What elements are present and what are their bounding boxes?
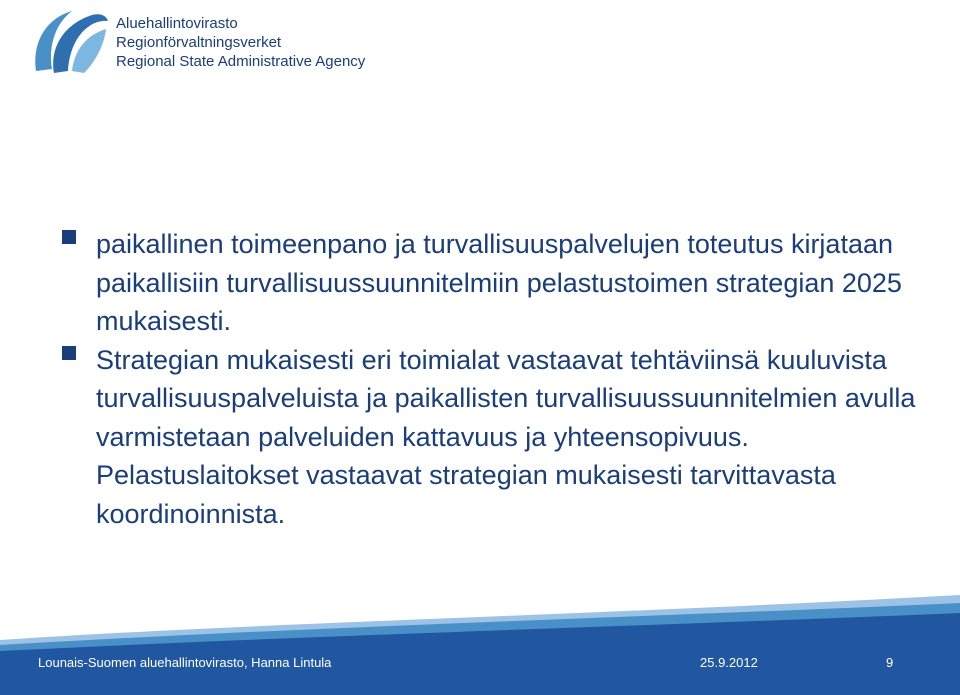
avi-logo-icon xyxy=(30,5,110,77)
page-number: 9 xyxy=(886,655,894,670)
footer-date: 25.9.2012 xyxy=(700,655,758,670)
agency-name xyxy=(116,14,365,71)
bullet-item xyxy=(62,341,942,534)
agency-name-fi: Aluehallintovirasto xyxy=(116,15,238,32)
slide-body xyxy=(62,225,942,533)
square-bullet-icon xyxy=(62,346,76,360)
footer-author: Lounais-Suomen aluehallintovirasto, Hanna Lintula xyxy=(38,655,332,670)
footer-wave xyxy=(0,595,960,695)
agency-name-sv: Regionförvaltningsverket xyxy=(116,34,282,51)
bullet-text: paikallinen toimeenpano ja turvallisuuspalvelujen toteutus kirjataan paikallisiin turvallisuussuunnitelmiin pelastustoimen strategian 2025 mukaisesti. xyxy=(96,229,902,336)
square-bullet-icon xyxy=(62,230,76,244)
bullet-item xyxy=(62,225,942,341)
agency-name-en: Regional State Administrative Agency xyxy=(116,53,366,70)
bullet-text: Strategian mukaisesti eri toimialat vastaavat tehtäviinsä kuuluvista turvallisuuspalveluista ja paikallisten turvallisuussuunnitelmien avulla varmistetaan palveluiden kattavuus ja yhteensopivuus. Pelastuslaitokset vastaavat strategian mukaisesti tarvittavasta koordinoinnista. xyxy=(96,344,916,529)
